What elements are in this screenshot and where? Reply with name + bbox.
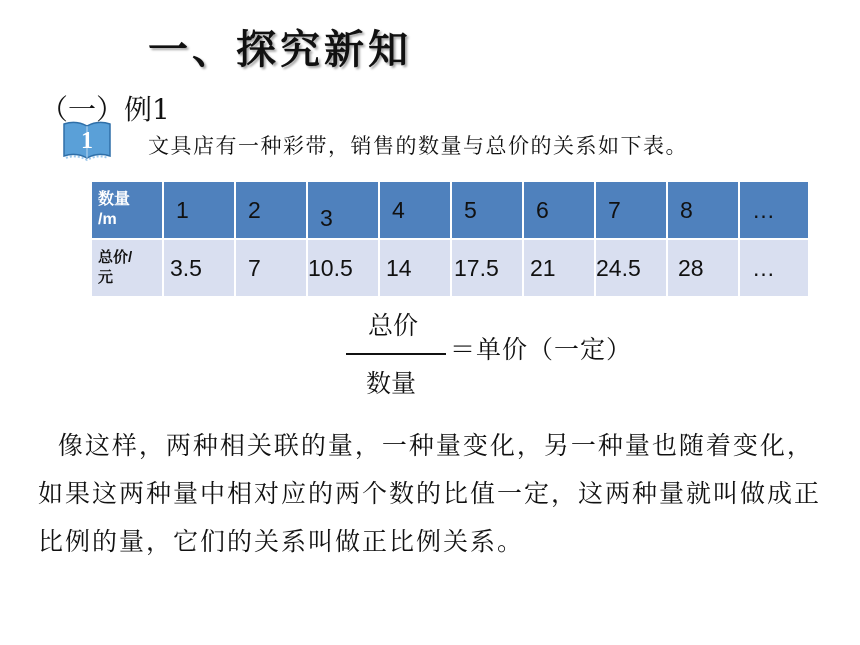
quantity-cell: 1 [163,181,235,239]
quantity-price-table [91,181,809,297]
quantity-value: 3 [320,204,333,231]
price-row [91,239,809,297]
price-cell: 3.5 [163,239,235,297]
quantity-cell: 7 [595,181,667,239]
quantity-header-line2: /m [98,211,117,228]
quantity-cell: 5 [451,181,523,239]
quantity-row [91,181,809,239]
quantity-cell: 8 [667,181,739,239]
price-cell-ellipsis: … [739,239,809,297]
price-header-line1: 总价/ [98,249,133,266]
price-cell: 10.5 [307,239,379,297]
quantity-cell: 6 [523,181,595,239]
quantity-cell-ellipsis: … [739,181,809,239]
formula-result: ＝单价（一定） [450,335,633,364]
quantity-cell: 2 [235,181,307,239]
price-cell: 24.5 [595,239,667,297]
price-header-line2: 元 [98,269,114,286]
section-label: （一）例1 [40,93,170,126]
price-cell: 21 [523,239,595,297]
price-cell: 14 [379,239,451,297]
formula-numerator: 总价 [368,311,419,340]
price-cell: 7 [235,239,307,297]
formula-denominator: 数量 [366,369,417,398]
book-number-icon [60,120,114,162]
quantity-header [91,181,163,239]
price-header [91,239,163,297]
badge-number: 1 [81,128,93,154]
price-cell: 17.5 [451,239,523,297]
quantity-cell: 4 [379,181,451,239]
fraction-bar [346,353,446,355]
definition-paragraph: 像这样，两种相关联的量，一种量变化，另一种量也随着变化，如果这两种量中相对应的两个数的比值一定，这两种量就叫做成正比例的量，它们的关系叫做正比例关系。 [38,431,822,556]
quantity-cell [307,181,379,239]
intro-text: 文具店有一种彩带，销售的数量与总价的关系如下表。 [148,134,688,158]
price-cell: 28 [667,239,739,297]
quantity-header-line1: 数量 [98,191,131,208]
page-title: 一、探究新知 [148,26,412,73]
